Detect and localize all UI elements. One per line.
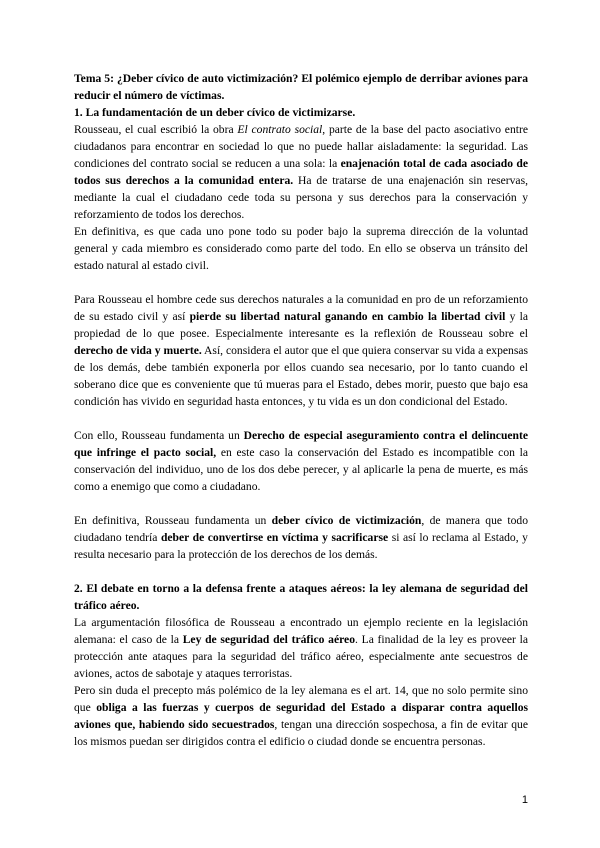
- paragraph-gap: [74, 563, 528, 580]
- text-run: , tengan una dirección sospechosa, a fin de evitar que los mismos puedan ser dirigidos contra el edificio o ciudad donde se encuentra personas.: [74, 718, 529, 748]
- text-run: Así, considera el autor que el que quiera conservar su vida a expensas de los demás, debe también exponerla por ellos cuando sea necesario, por lo tanto cuando el soberano dice que es conveniente que tú mueras para el Estado, debes morir, puesto que bajo esa condición has vivido en seguridad hasta entonces, y tu vida es un don condicional del Estado.: [74, 344, 529, 408]
- text-run: , de manera que todo ciudadano tendría: [74, 514, 528, 544]
- text-run: La argumentación filosófica de Rousseau a encontrado un ejemplo reciente en la legislación alemana: el caso de la: [74, 616, 528, 646]
- section-1-paragraph-1: [74, 121, 528, 223]
- text-run: Ha de tratarse de una enajenación sin reservas, mediante la cual el ciudadano cede toda su persona y sus derechos para la conservación y reforzamiento de todos los derechos.: [74, 174, 528, 221]
- paragraph-gap: [74, 274, 528, 291]
- book-title: El contrato social: [237, 123, 323, 136]
- text-run: En definitiva, Rousseau fundamenta un: [74, 514, 272, 527]
- emphasis: obliga a las fuerzas y cuerpos de seguridad del Estado a disparar contra aquellos aviones que, habiendo sido secuestrados: [74, 701, 529, 731]
- page-number: 1: [521, 794, 528, 806]
- emphasis: Ley de seguridad del tráfico aéreo: [182, 633, 355, 646]
- section-2-paragraph-1: [74, 614, 528, 682]
- emphasis: deber de convertirse en víctima y sacrificarse: [160, 531, 389, 544]
- emphasis: derecho de vida y muerte.: [74, 344, 202, 357]
- text-run: Rousseau, el cual escribió la obra: [74, 123, 238, 136]
- section-1-heading: 1. La fundamentación de un deber cívico de victimizarse.: [74, 106, 356, 119]
- section-1-paragraph-4: [74, 427, 528, 495]
- text-run: Para Rousseau el hombre cede sus derechos naturales a la comunidad en pro de un reforzamiento de su estado civil y así: [74, 293, 528, 323]
- text-run: Con ello, Rousseau fundamenta un: [74, 429, 244, 442]
- section-2-paragraph-2: [74, 682, 528, 750]
- text-run: y la propiedad de lo que posee. Especialmente interesante es la reflexión de Rousseau sobre el: [74, 310, 528, 340]
- emphasis: Derecho de especial aseguramiento contra el delincuente que infringe el pacto social,: [74, 429, 528, 459]
- text-run: , parte de la base del pacto asociativo entre ciudadanos para encontrar en sociedad lo que no puede hallar aisladamente: la seguridad. Las condiciones del contrato social se reducen a una sola: la: [74, 123, 528, 170]
- paragraph-gap: [74, 495, 528, 512]
- section-2-heading: 2. El debate en torno a la defensa frente a ataques aéreos: la ley alemana de seguridad del tráfico aéreo.: [74, 582, 528, 612]
- emphasis: deber cívico de victimización: [271, 514, 422, 527]
- text-run: si así lo reclama al Estado, y resulta necesario para la protección de los derechos de los demás.: [74, 531, 528, 561]
- emphasis: enajenación total de cada asociado de todos sus derechos a la comunidad entera.: [74, 157, 528, 187]
- document-body: [74, 70, 528, 750]
- section-1-paragraph-2: En definitiva, es que cada uno pone todo su poder bajo la suprema dirección de la voluntad general y cada miembro es considerado como parte del todo. En ello se observa un tránsito del estado natural al estado civil.: [74, 225, 528, 272]
- text-run: . La finalidad de la ley es proveer la protección ante ataques para la seguridad del tráfico aéreo, especialmente ante secuestros de aviones, actos de sabotaje y ataques terroristas.: [74, 633, 528, 680]
- section-1-paragraph-3: [74, 291, 528, 410]
- document-title: Tema 5: ¿Deber cívico de auto victimización? El polémico ejemplo de derribar aviones para reducir el número de víctimas.: [74, 72, 528, 102]
- text-run: en este caso la conservación del Estado es incompatible con la conservación del individuo, uno de los dos debe perecer, y al aplicarle la pena de muerte, es más como a enemigo que como a ciudadano.: [74, 446, 528, 493]
- paragraph-gap: [74, 410, 528, 427]
- text-run: Pero sin duda el precepto más polémico de la ley alemana es el art. 14, que no solo permite sino que: [74, 684, 528, 714]
- emphasis: pierde su libertad natural ganando en cambio la libertad civil: [189, 310, 506, 323]
- section-1-paragraph-5: [74, 512, 528, 563]
